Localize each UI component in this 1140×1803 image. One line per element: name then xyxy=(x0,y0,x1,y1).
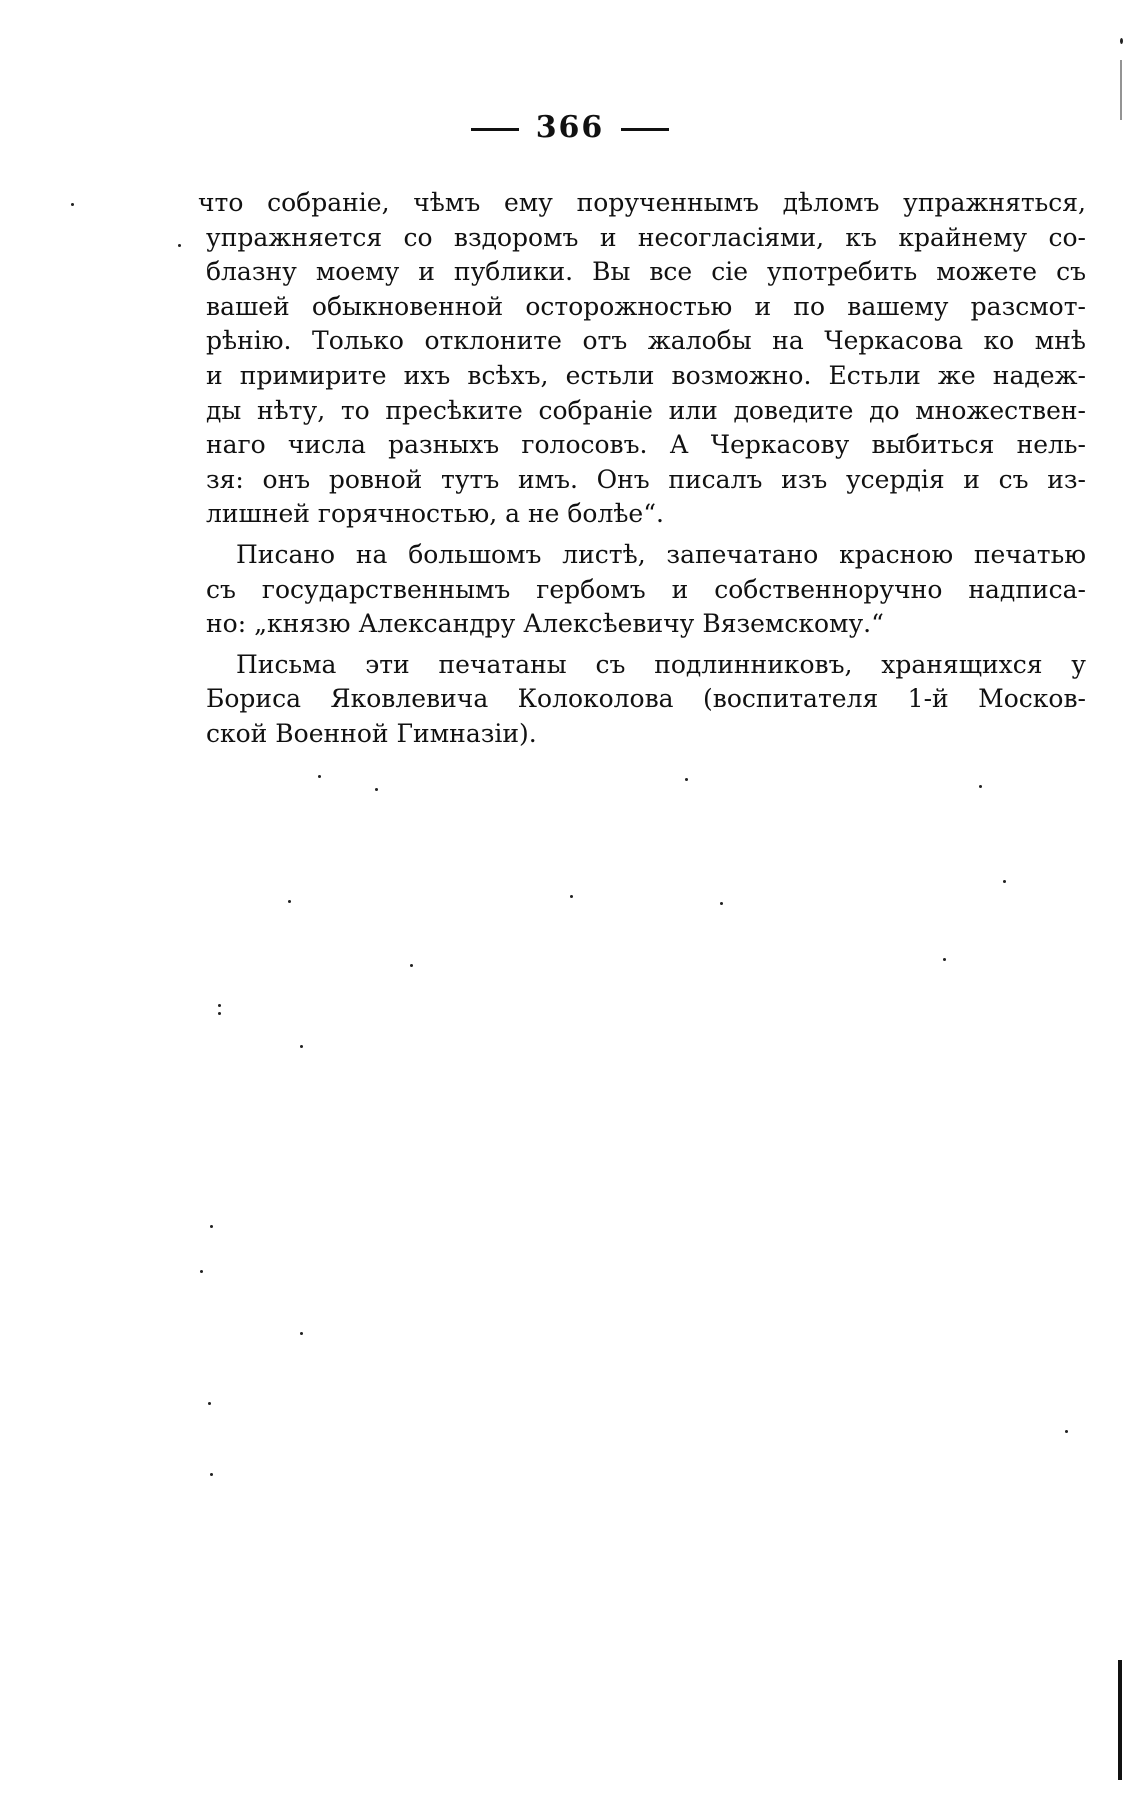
text-line: блазну моему и публики. Вы все сіе употребить можете съ xyxy=(206,257,1086,287)
scan-speck xyxy=(218,1004,221,1007)
text-line: вашей обыкновенной осторожностью и по вашему разсмот- xyxy=(206,291,1086,321)
scan-speck xyxy=(208,1402,211,1405)
text-line: Писано на большомъ листѣ, запечатано красною печатью xyxy=(236,539,1086,569)
scan-speck xyxy=(979,785,982,788)
scan-speck xyxy=(300,1045,303,1048)
scan-speck xyxy=(218,1012,221,1015)
scan-speck xyxy=(570,895,573,898)
scan-speck xyxy=(375,788,378,791)
scan-edge-mark xyxy=(1120,60,1122,120)
page-number-text: 366 xyxy=(535,110,605,145)
scan-speck xyxy=(288,900,291,903)
scan-speck xyxy=(71,203,74,206)
scan-speck xyxy=(1065,1430,1068,1433)
text-line: наго числа разныхъ голосовъ. А Черкасову выбиться нель- xyxy=(206,430,1086,460)
page-number-left-rule xyxy=(471,128,519,131)
scan-edge-mark xyxy=(1118,1660,1122,1780)
scan-speck xyxy=(210,1473,213,1476)
text-line: ды нѣту, то пресѣките собраніе или доведите до множествен- xyxy=(206,395,1086,425)
text-line: лишней горячностью, а не болѣе“. xyxy=(206,499,664,529)
paragraph-source-note xyxy=(206,648,1086,752)
scan-speck xyxy=(200,1270,203,1273)
text-line: съ государственнымъ гербомъ и собственноручно надписа- xyxy=(206,574,1086,604)
scan-speck xyxy=(210,1225,213,1228)
scan-speck xyxy=(720,902,723,905)
text-line: ской Военной Гимназіи). xyxy=(206,718,537,748)
text-line: упражняется со вздоромъ и несогласіями, къ крайнему со- xyxy=(206,222,1086,252)
body-text xyxy=(198,186,1086,752)
paragraph-description xyxy=(206,538,1086,642)
scan-speck xyxy=(318,775,321,778)
text-line: Бориса Яковлевича Колоколова (воспитателя 1-й Москов- xyxy=(206,684,1086,714)
scan-speck xyxy=(943,958,946,961)
scan-speck xyxy=(178,244,181,247)
scan-speck xyxy=(300,1332,303,1335)
text-line: но: „князю Александру Алексѣевичу Вяземскому.“ xyxy=(206,609,884,639)
paragraph-letter-end xyxy=(198,186,1086,532)
text-line: и примирите ихъ всѣхъ, естьли возможно. Естьли же надеж- xyxy=(206,360,1086,390)
text-line: рѣнію. Только отклоните отъ жалобы на Черкасова ко мнѣ xyxy=(206,326,1086,356)
text-line: Письма эти печатаны съ подлинниковъ, хранящихся у xyxy=(236,649,1086,679)
page-number-right-rule xyxy=(621,128,669,131)
scan-speck xyxy=(1003,880,1006,883)
scan-speck xyxy=(410,964,413,967)
scan-speck xyxy=(685,778,688,781)
scan-speck xyxy=(1120,38,1123,44)
page-number xyxy=(0,110,1140,145)
text-line: зя: онъ ровной тутъ имъ. Онъ писалъ изъ усердія и съ из- xyxy=(206,464,1086,494)
text-line: что собраніе, чѣмъ ему порученнымъ дѣломъ упражняться, xyxy=(198,188,1086,217)
